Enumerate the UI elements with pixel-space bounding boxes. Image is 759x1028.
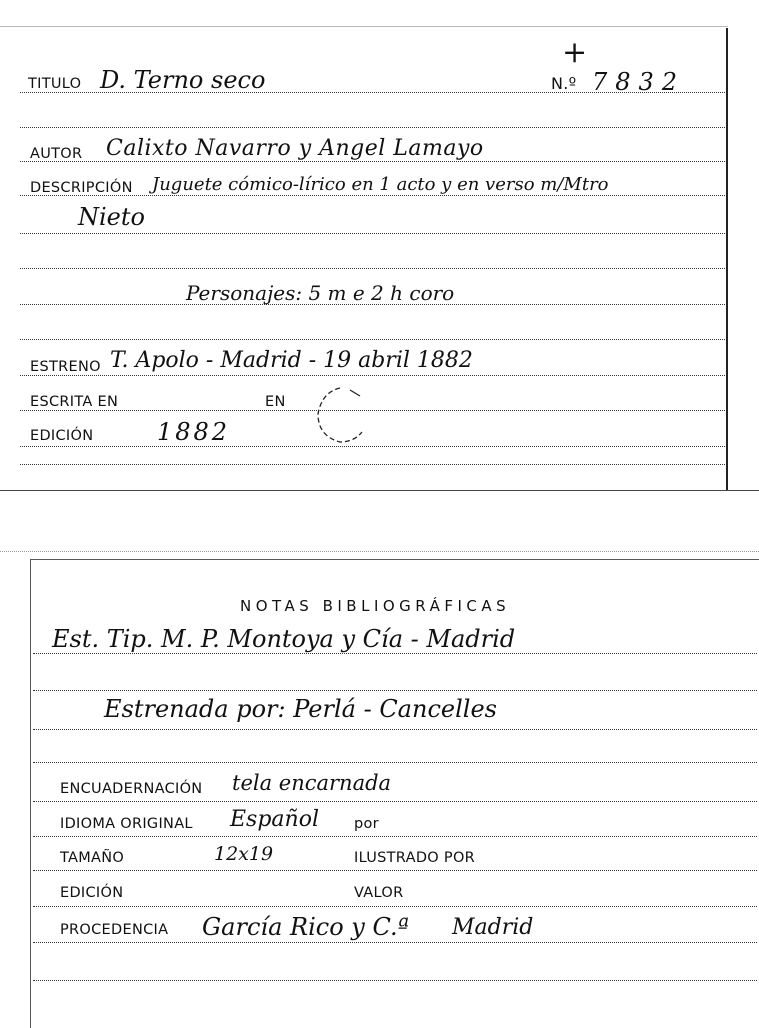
ruled-line [33, 762, 757, 763]
ruled-line [33, 653, 757, 654]
notes-line-2: Estrenada por: Perlá - Cancelles [104, 695, 497, 723]
numero-mark: + [562, 35, 588, 70]
titulo-label: TITULO [28, 76, 82, 92]
numero-value: 7832 [592, 68, 686, 96]
estreno-value: T. Apolo - Madrid - 19 abril 1882 [110, 348, 473, 373]
ruled-line [33, 942, 757, 943]
notes-line-1: Est. Tip. M. P. Montoya y Cía - Madrid [52, 625, 516, 653]
ruled-line [20, 375, 725, 376]
ruled-line [20, 410, 725, 411]
catalog-card-top [0, 0, 759, 495]
descripcion-value-2: Nieto [78, 203, 145, 231]
ruled-line [33, 801, 757, 802]
ruled-line [33, 729, 757, 730]
edicion-label-bottom: EDICIÓN [60, 885, 124, 901]
titulo-value: D. Terno seco [100, 66, 266, 94]
personajes-note: Personajes: 5 m e 2 h coro [186, 281, 455, 305]
idioma-label: IDIOMA ORIGINAL [60, 816, 193, 832]
notas-heading: NOTAS BIBLIOGRÁFICAS [240, 597, 511, 615]
descripcion-label: DESCRIPCIÓN [30, 180, 133, 196]
en-label: EN [265, 394, 286, 410]
ruled-line [20, 161, 725, 162]
ruled-line [33, 980, 757, 981]
card-top-top-edge [0, 26, 728, 27]
estreno-label: ESTRENO [30, 359, 101, 375]
ruled-line [20, 127, 725, 128]
ruled-line [33, 870, 757, 871]
ruled-line [20, 268, 725, 269]
encuadernacion-value: tela encarnada [232, 771, 392, 795]
tamano-value: 12x19 [214, 843, 274, 865]
card-bottom-top-edge [30, 559, 759, 560]
card-top-bottom-edge [0, 490, 759, 491]
numero-label: N.º [551, 74, 577, 93]
edicion-label: EDICIÓN [30, 428, 94, 444]
ruled-line [20, 339, 725, 340]
ruled-line [20, 446, 725, 447]
stamp-mark [310, 382, 372, 448]
ruled-line [20, 233, 725, 234]
edicion-value: 1882 [157, 418, 231, 446]
autor-value: Calixto Navarro y Angel Lamayo [106, 136, 484, 161]
card-bottom-left-edge [30, 559, 31, 1028]
procedencia-label: PROCEDENCIA [60, 922, 169, 938]
encuadernacion-label: ENCUADERNACIÓN [60, 781, 203, 797]
ruled-line [20, 464, 725, 465]
tamano-label: TAMAÑO [60, 850, 125, 866]
descripcion-value: Juguete cómico-lírico en 1 acto y en verso m/Mtro [152, 174, 609, 195]
card-bottom-speckle-edge [0, 551, 759, 552]
por-label: por [354, 816, 379, 832]
ruled-line [33, 906, 757, 907]
autor-label: AUTOR [30, 146, 83, 162]
catalog-card-bottom [0, 545, 759, 1028]
ruled-line [33, 690, 757, 691]
valor-label: VALOR [354, 885, 404, 901]
ruled-line [33, 836, 757, 837]
ilustrado-label: ILUSTRADO POR [354, 850, 476, 866]
procedencia-value: García Rico y C.ª [202, 913, 409, 941]
procedencia-value-2: Madrid [452, 915, 534, 940]
idioma-value: Español [230, 807, 319, 832]
escrita-label: ESCRITA EN [30, 394, 119, 410]
card-top-right-edge [726, 28, 728, 490]
